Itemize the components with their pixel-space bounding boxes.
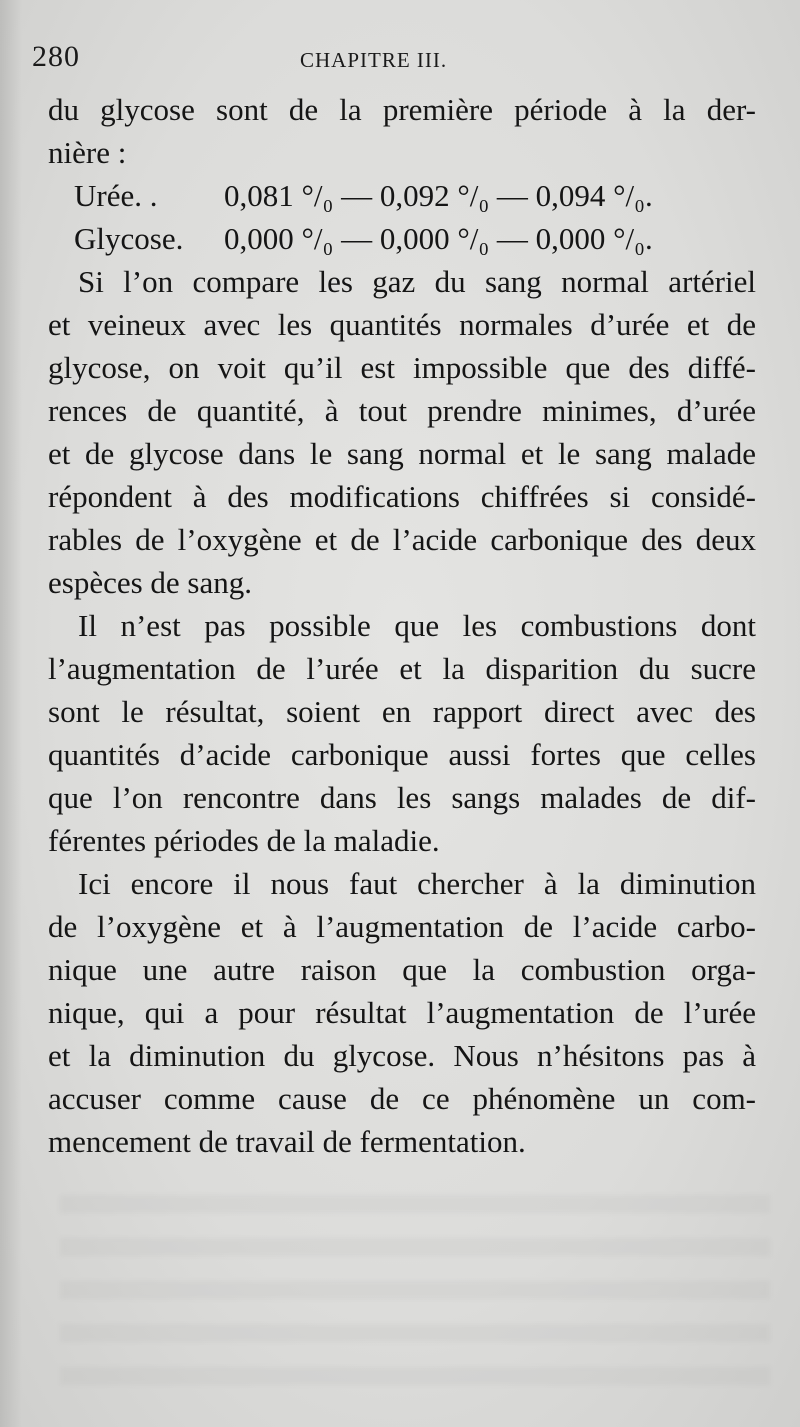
text-line: Si l’on compare les gaz du sang normal artériel xyxy=(78,264,756,299)
text-line: quantités d’acide carbonique aussi fortes que celles xyxy=(48,737,756,772)
text-line: Ici encore il nous faut chercher à la diminution xyxy=(78,866,756,901)
text-line: Il n’est pas possible que les combustions dont xyxy=(78,608,756,643)
text-line: glycose, on voit qu’il est impossible que des diffé- xyxy=(48,350,756,385)
running-head: CHAPITRE III. xyxy=(300,48,448,72)
text-line: rables de l’oxygène et de l’acide carbonique des deux xyxy=(48,522,756,557)
text-line: du glycose sont de la première période à la der- xyxy=(48,92,756,127)
table-label: Glycose. xyxy=(74,221,184,256)
text-line: espèces de sang. xyxy=(48,565,252,600)
spine-shadow xyxy=(0,0,22,1427)
text-line: mencement de travail de fermentation. xyxy=(48,1124,526,1159)
text-line: de l’oxygène et à l’augmentation de l’acide carbo- xyxy=(48,909,756,944)
table-values: 0,000 °/₀ — 0,000 °/₀ — 0,000 °/₀. xyxy=(224,221,653,256)
page-header xyxy=(32,40,752,80)
table-row-glycose xyxy=(48,217,756,260)
text-line: et la diminution du glycose. Nous n’hésitons pas à xyxy=(48,1038,756,1073)
paragraph-2 xyxy=(48,604,756,862)
text-line: rences de quantité, à tout prendre minimes, d’urée xyxy=(48,393,756,428)
text-line: nière : xyxy=(48,135,127,170)
text-line: nique une autre raison que la combustion orga- xyxy=(48,952,756,987)
table-label: Urée. . xyxy=(74,178,158,213)
text-line: et veineux avec les quantités normales d’urée et de xyxy=(48,307,756,342)
text-line: répondent à des modifications chiffrées si considé- xyxy=(48,479,756,514)
table-values: 0,081 °/₀ — 0,092 °/₀ — 0,094 °/₀. xyxy=(224,178,653,213)
table-row-uree xyxy=(48,174,756,217)
body-text xyxy=(48,88,756,1163)
text-line: l’augmentation de l’urée et la disparition du sucre xyxy=(48,651,756,686)
text-line: nique, qui a pour résultat l’augmentation de l’urée xyxy=(48,995,756,1030)
text-line: sont le résultat, soient en rapport direct avec des xyxy=(48,694,756,729)
text-line: et de glycose dans le sang normal et le sang malade xyxy=(48,436,756,471)
text-line: que l’on rencontre dans les sangs malades de dif- xyxy=(48,780,756,815)
paragraph-1 xyxy=(48,260,756,604)
paragraph-3 xyxy=(48,862,756,1163)
text-line: férentes périodes de la maladie. xyxy=(48,823,440,858)
show-through-text xyxy=(60,1195,770,1395)
text-line: accuser comme cause de ce phénomène un com- xyxy=(48,1081,756,1116)
page-number: 280 xyxy=(32,40,80,73)
